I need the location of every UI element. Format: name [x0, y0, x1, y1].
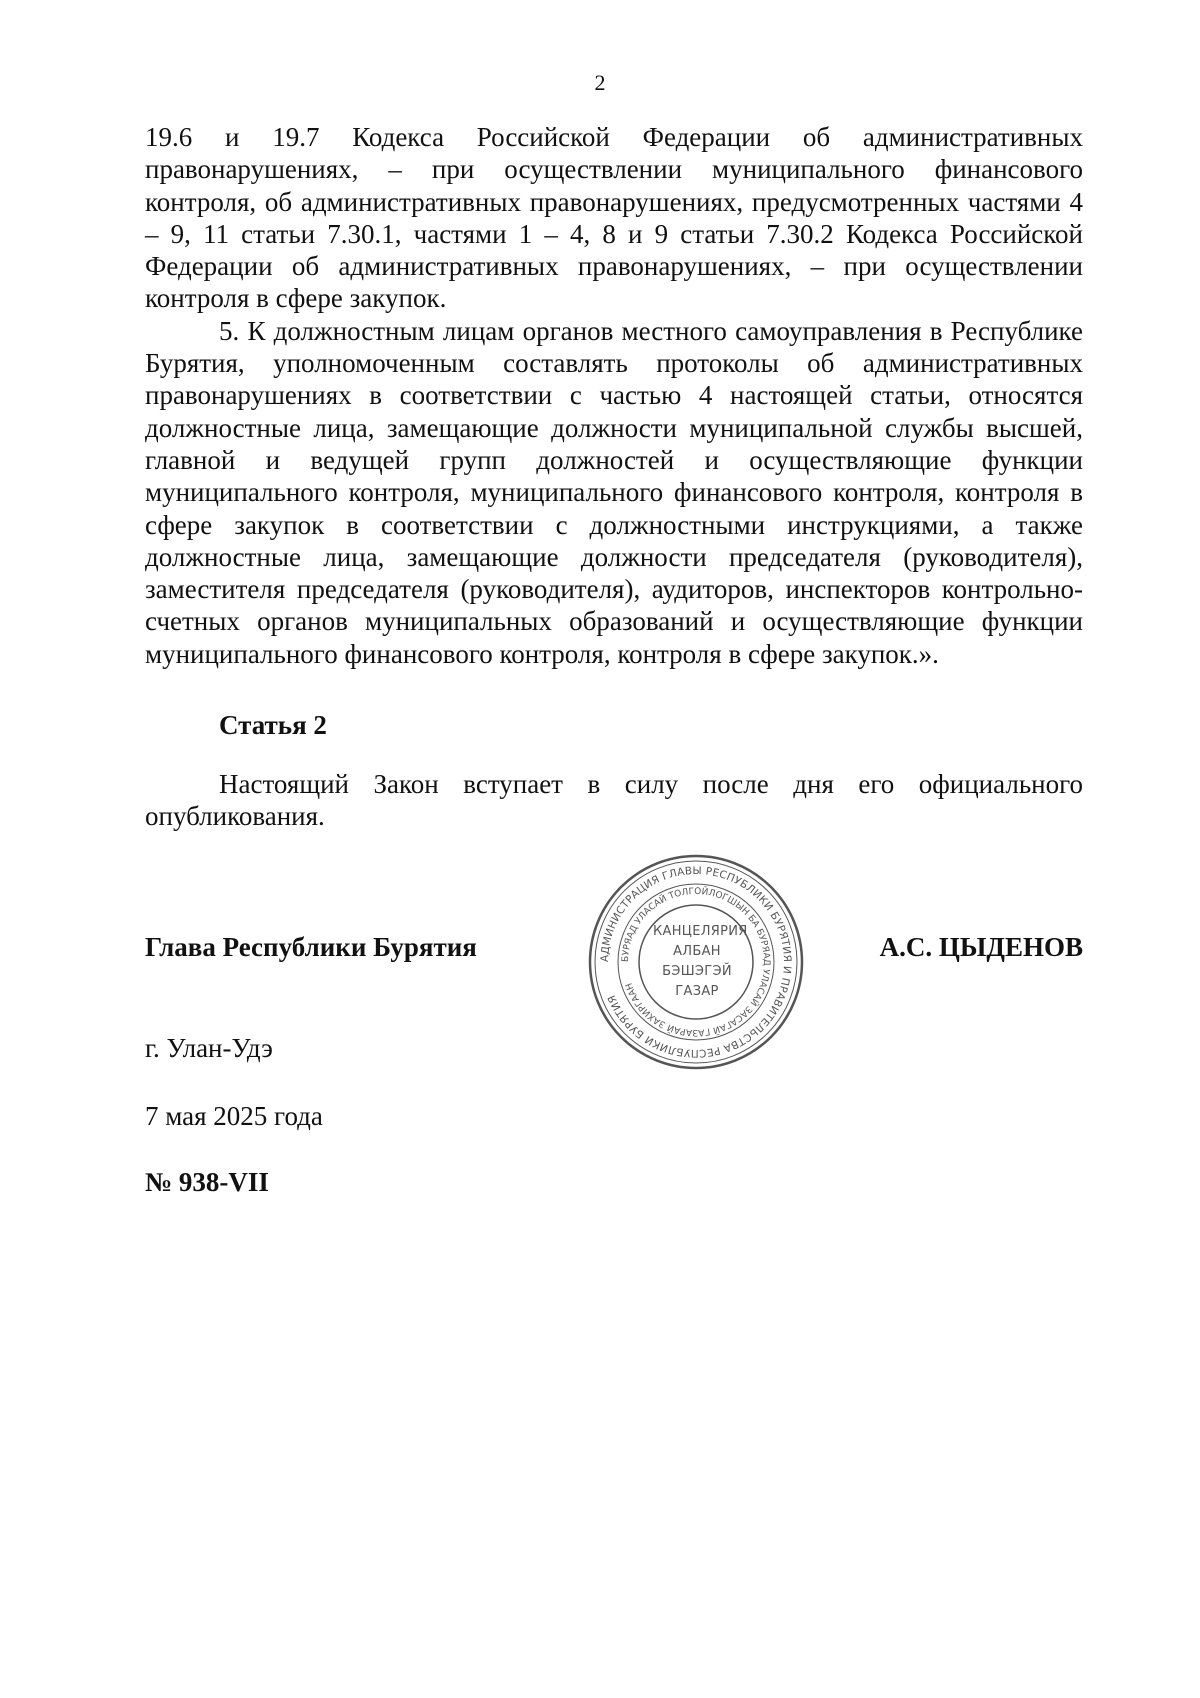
- paragraph-item-5: 5. К должностным лицам органов местного самоуправления в Республике Бурятия, уполномоченным составлять протоколы об административных правонарушениях в соответствии с частью 4 настоящей статьи, относятся должностные лица, замещающие должности муниципальной службы высшей, главной и ведущей групп должностей и осуществляющие функции муниципального контроля, муниципального финансового контроля, контроля в сфере закупок в соответствии с должностными инструкциями, а также должностные лица, замещающие должности председателя (руководителя), заместителя председателя (руководителя), аудиторов, инспекторов контрольно-счетных органов муниципальных образований и осуществляющие функции муниципального финансового контроля, контроля в сфере закупок.».: [145, 315, 1083, 669]
- body-text: [145, 121, 1083, 670]
- place: г. Улан-Удэ: [145, 1033, 273, 1063]
- stamp-center-text: [653, 922, 748, 1002]
- paragraph-continuation: 19.6 и 19.7 Кодекса Российской Федерации об административных правонарушениях, – при осуществлении муниципального финансового контроля, об административных правонарушениях, предусмотренных частями 4 – 9, 11 статьи 7.30.1, частями 1 – 4, 8 и 9 статьи 7.30.2 Кодекса Российской Федерации об административных правонарушениях, – при осуществлении контроля в сфере закупок.: [145, 122, 1083, 314]
- article-heading: Статья 2: [219, 710, 327, 740]
- signer-name: А.С. ЦЫДЕНОВ: [879, 932, 1083, 962]
- date: 7 мая 2025 года: [145, 1101, 323, 1131]
- signer-title: Глава Республики Бурятия: [145, 932, 477, 962]
- article-text: Настоящий Закон вступает в силу после дня его официального опубликования.: [145, 769, 1083, 832]
- stamp-inner-ring-text: БУРЯАД УЛАСАЙ ТОЛГОЙЛОГШЫН БА БУРЯАД УЛАСАЙ ЗАСАГАЙ ГАЗАРАЙ ЗАХИРГААН: [620, 886, 772, 1038]
- stamp-outer-ring-text: АДМИНИСТРАЦИЯ ГЛАВЫ РЕСПУБЛИКИ БУРЯТИЯ И ПРАВИТЕЛЬСТВА РЕСПУБЛИКИ БУРЯТИЯ: [598, 864, 794, 1060]
- stamp-line-2: АЛБАН: [673, 944, 721, 959]
- law-number: № 938-VII: [145, 1167, 269, 1197]
- page-number: 2: [594, 70, 606, 95]
- stamp-line-3: БЭШЭГЭЙ ГАЗАР: [662, 964, 732, 999]
- stamp-line-1: КАНЦЕЛЯРИЯ: [653, 924, 748, 939]
